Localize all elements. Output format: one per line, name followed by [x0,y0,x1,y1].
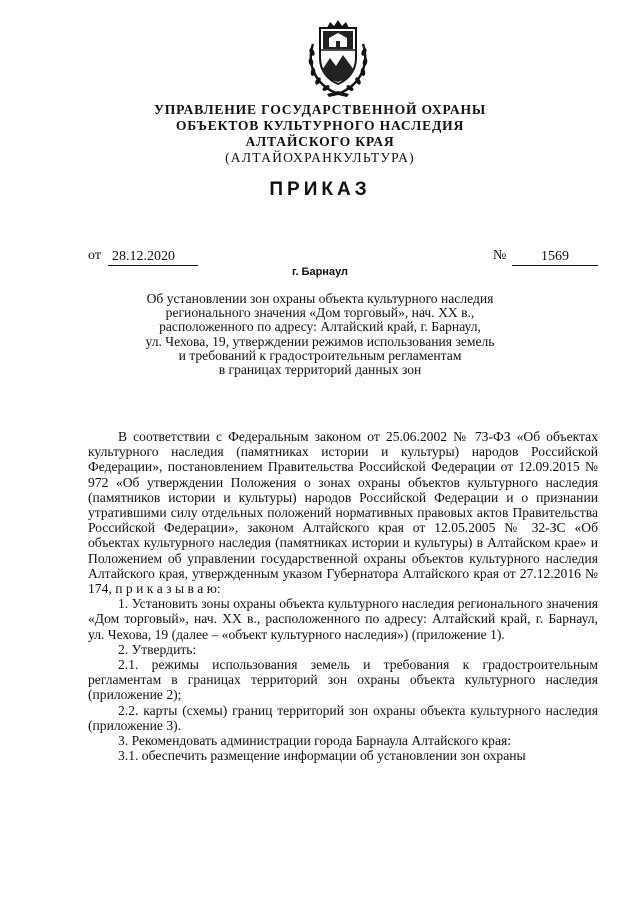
org-name-line-1: УПРАВЛЕНИЕ ГОСУДАРСТВЕННОЙ ОХРАНЫ [154,102,486,117]
org-short-name: (АЛТАЙОХРАНКУЛЬТУРА) [225,150,415,165]
org-name-line-2: ОБЪЕКТОВ КУЛЬТУРНОГО НАСЛЕДИЯ [175,118,465,133]
order-item: 3. Рекомендовать администрации города Барнаула Алтайского края: [118,733,512,749]
city-label: г. Барнаул [291,266,349,278]
order-item: 3.1. обеспечить размещение информации об установлении зон охраны [118,748,526,764]
subject-line: Об установлении зон охраны объекта культурного наследия [146,291,494,306]
subject-line: регионального значения «Дом торговый», нач. XX в., [165,305,475,321]
order-item: 1. Установить зоны охраны объекта культурного наследия регионального значения «Дом торговый», нач. XX в., расположенного по адресу: Алтайский край, г. Барнаул, ул. Чехова, 19 (далее – «объект культурного наследия») (приложение 1). [88,596,598,642]
order-item: 2. Утвердить: [118,641,197,657]
preamble-text: В соответствии с Федеральным законом от 25.06.2002 № 73-ФЗ «Об объектах культурного наследия (памятниках истории и культуры) народов Российской Федерации», постановлением Правительства Российской Федерации от 12.09.2015 № 972 «Об утверждении Положения о зонах охраны объектов культурного наследия (памятников истории и культуры) народов Российской Федерации и о признании утратившими силу отдельных положений нормативных правовых актов Правительства Российской Федерации», законом Алтайского края от 12.05.2005 № 32-ЗС «Об объектах культурного наследия (памятниках истории и культуры) в Алтайском крае» и Положением об управлении государственной охраны объектов культурного наследия Алтайского края, утвержденным указом Губернатора Алтайского края от 27.12.2016 № 174, [88,429,598,597]
document-date: 28.12.2020 [108,248,198,266]
document-body [88,429,598,763]
document-type-title: ПРИКАЗ [269,179,371,200]
org-name-line-3: АЛТАЙСКОГО КРАЯ [245,134,395,149]
number-prefix: № [493,248,507,263]
subject-line: расположенного по адресу: Алтайский край, г. Барнаул, [159,319,481,335]
order-word: п р и к а з ы в а ю: [115,581,221,597]
order-item: 2.1. режимы использования земель и требования к градостроительным регламентам в границах территорий зон охраны объекта культурного наследия (приложение 2); [88,657,598,703]
coat-of-arms-icon [303,14,373,100]
subject-line: в границах территорий данных зон [218,362,422,378]
subject-line: ул. Чехова, 19, утверждении режимов использования земель [145,333,495,349]
document-subject [100,292,540,377]
document-number: 1569 [512,248,598,266]
preamble-paragraph [88,429,598,596]
order-item: 2.2. карты (схемы) границ территорий зон охраны объекта культурного наследия (приложение 3). [88,702,598,733]
subject-line: и требований к градостроительным регламентам [178,347,462,363]
date-prefix: от [88,248,101,263]
